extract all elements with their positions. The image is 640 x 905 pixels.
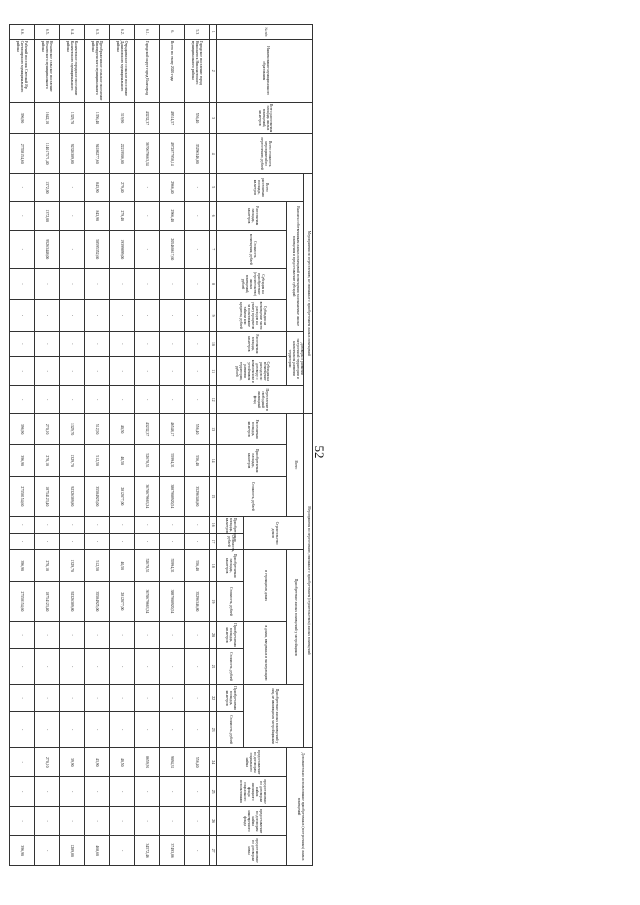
- cell-c25: -: [135, 777, 160, 806]
- cell-c17: -: [10, 533, 35, 550]
- cell-c22: -: [110, 684, 135, 711]
- cell-c11: -: [60, 357, 85, 386]
- cell-c23: -: [135, 712, 160, 748]
- cell-c24: 556,40: [185, 748, 210, 777]
- cell-c16: -: [185, 516, 210, 533]
- cell-c18: 556,40: [185, 550, 210, 582]
- cell-c9: -: [110, 300, 135, 332]
- col-index: 4: [210, 134, 217, 174]
- hdr-sub-in-ready: в домах, введенных в эксплуатацию: [244, 621, 287, 684]
- hdr-group-extra: Дополнительно: использование приобретенных (построенных) жилых помещений: [287, 748, 313, 866]
- cell-c3: 49514,57: [160, 102, 185, 134]
- cell-c19: 18754123,40: [35, 581, 60, 621]
- col-index: 1: [210, 25, 217, 40]
- cell-c18: 52678,51: [135, 550, 160, 582]
- cell-c14: 52678,51: [135, 445, 160, 477]
- cell-c6: 1372,00: [35, 201, 60, 230]
- col-index: 26: [210, 806, 217, 835]
- cell-c3: 43232,37: [135, 102, 160, 134]
- hdr-total-area: Всего расселяемая площадь жилых помещений, кв.метров: [217, 102, 313, 134]
- cell-c15: 27558154,60: [10, 476, 35, 516]
- cell-c13: 512,50: [85, 413, 110, 445]
- cell-c18: 396,90: [10, 550, 35, 582]
- cell-c11: -: [85, 357, 110, 386]
- cell-c26: -: [10, 806, 35, 835]
- cell-c13: 556,40: [185, 413, 210, 445]
- cell-c25: -: [110, 777, 135, 806]
- col-index: 23: [210, 712, 217, 748]
- cell-c12: -: [35, 386, 60, 413]
- cell-c27: 396,90: [10, 836, 35, 866]
- cell-c14: 556,40: [185, 445, 210, 477]
- cell-c8: -: [10, 268, 35, 300]
- cell-c10: -: [110, 331, 135, 356]
- cell-c25: -: [185, 777, 210, 806]
- row-number: 6.1.: [135, 25, 160, 40]
- cell-c5: 843,90: [85, 174, 110, 201]
- cell-c21: -: [60, 649, 85, 685]
- resettlement-table: [9, 24, 313, 866]
- row-name: Преображенское сельское поселение Киквидзенского муниципального района: [85, 39, 110, 102]
- cell-c21: -: [10, 649, 35, 685]
- cell-c27: 37493,86: [160, 836, 185, 866]
- cell-c13: 1329,70: [60, 413, 85, 445]
- cell-c11: -: [35, 357, 60, 386]
- cell-c4: 3670679663,34: [135, 134, 160, 174]
- cell-c9: -: [85, 300, 110, 332]
- col-index: 22: [210, 684, 217, 711]
- cell-c21: -: [135, 649, 160, 685]
- col-index: 6: [210, 201, 217, 230]
- cell-c12: -: [185, 386, 210, 413]
- cell-c6: -: [10, 201, 35, 230]
- col-index: 2: [210, 39, 217, 102]
- cell-c8: -: [110, 268, 135, 300]
- col-index: 27: [210, 836, 217, 866]
- cell-c21: -: [110, 649, 135, 685]
- cell-c6: -: [185, 201, 210, 230]
- cell-c27: 1289,80: [60, 836, 85, 866]
- cell-c20: -: [35, 621, 60, 648]
- cell-c16: -: [10, 516, 35, 533]
- cell-c17: -: [135, 533, 160, 550]
- hdr-acq-area-20: Приобретаемая площадь, кв.метров: [217, 621, 244, 648]
- row-number: 6.2.: [110, 25, 135, 40]
- cell-c25: -: [85, 777, 110, 806]
- cell-c3: 396,90: [10, 102, 35, 134]
- cell-c17: -: [35, 533, 60, 550]
- hdr-area-13: Расселяемая площадь, кв.метров: [217, 413, 287, 445]
- cell-c6: 279,40: [110, 201, 135, 230]
- col-index: 12: [210, 386, 217, 413]
- cell-c19: 3670679663,34: [135, 581, 160, 621]
- hdr-acq-cost-21: Стоимость, рублей: [217, 649, 244, 685]
- hdr-sub-payment: Выплата собственникам жилых помещений возмещения за изымаемые жилые помещения и предоставление субсидий: [287, 201, 304, 331]
- cell-c5: 279,40: [110, 174, 135, 201]
- cell-c10: -: [60, 331, 85, 356]
- cell-c20: -: [85, 621, 110, 648]
- cell-c10: -: [160, 331, 185, 356]
- cell-c26: -: [135, 806, 160, 835]
- cell-c13: 40,50: [110, 413, 135, 445]
- cell-c18: 40,50: [110, 550, 135, 582]
- cell-c16: -: [60, 516, 85, 533]
- hdr-sub-total: Всего: [287, 413, 304, 516]
- hdr-acq-area-18: Приобретаемая площадь, кв.метров: [217, 550, 244, 582]
- cell-c26: -: [60, 806, 85, 835]
- table-row: [35, 25, 60, 866]
- cell-c25: -: [35, 777, 60, 806]
- cell-c24: -: [10, 748, 35, 777]
- cell-c12: -: [135, 386, 160, 413]
- col-index: 20: [210, 621, 217, 648]
- col-index: 5: [210, 174, 217, 201]
- row-name: Отрадненское сельское поселение Даниловского муниципального района: [110, 39, 135, 102]
- cell-c22: -: [185, 684, 210, 711]
- hdr-acq-area-14: Приобретаемая площадь, кв.метров: [217, 445, 287, 477]
- cell-c4: 92326389,80: [60, 134, 85, 174]
- hdr-sub-purchase-dev: Приобретение жилых помещений у застройщиков: [287, 550, 304, 685]
- cell-c11: -: [185, 357, 210, 386]
- cell-c11: -: [160, 357, 185, 386]
- cell-c22: -: [135, 684, 160, 711]
- cell-c8: -: [185, 268, 210, 300]
- cell-c17: -: [60, 533, 85, 550]
- hdr-total-cost: Всего стоимость мероприятий по переселению, рублей: [217, 134, 313, 174]
- hdr-subsidy-purchase: Субсидия на приобретение (строительство) жилых помещений, рублей: [217, 268, 287, 300]
- cell-c9: -: [10, 300, 35, 332]
- cell-c7: 205460617,60: [160, 230, 185, 268]
- cell-c7: -: [10, 230, 35, 268]
- cell-c15: 92326389,80: [60, 476, 85, 516]
- cell-c17: -: [85, 533, 110, 550]
- cell-c7: 19399899,00: [110, 230, 135, 268]
- table-row: [85, 25, 110, 866]
- cell-c7: -: [185, 230, 210, 268]
- cell-c10: -: [10, 331, 35, 356]
- cell-c16: -: [35, 516, 60, 533]
- cell-c22: -: [85, 684, 110, 711]
- cell-c7: -: [60, 230, 85, 268]
- cell-c12: -: [60, 386, 85, 413]
- table-row: [185, 25, 210, 866]
- cell-c15: 35296346,80: [185, 476, 210, 516]
- hdr-group-not-related: Мероприятия по переселению, не связанные с приобретением жилых помещений: [304, 174, 313, 414]
- cell-c6: 843,90: [85, 201, 110, 230]
- cell-c4: 114017571,40: [35, 134, 60, 174]
- cell-c5: 2966,40: [160, 174, 185, 201]
- hdr-acq-cost-17: Стоимость, рублей: [217, 533, 244, 550]
- row-number: 6.3.: [85, 25, 110, 40]
- cell-c10: -: [135, 331, 160, 356]
- col-index: 16: [210, 516, 217, 533]
- table-row: [60, 25, 85, 866]
- hdr-exchange: предоставление по договорам мены: [217, 836, 287, 866]
- cell-c14: 40,50: [110, 445, 135, 477]
- cell-c8: -: [160, 268, 185, 300]
- row-number: 6.5.: [35, 25, 60, 40]
- row-number: 5.3: [185, 25, 210, 40]
- table-row: [10, 25, 35, 866]
- row-name: Городское поселение город Николаевск Николаевского муниципального района: [185, 39, 210, 102]
- cell-c18: 55994,31: [160, 550, 185, 582]
- cell-c26: -: [160, 806, 185, 835]
- cell-c4: 94180277,60: [85, 134, 110, 174]
- cell-c15: 2812077,00: [110, 476, 135, 516]
- hdr-total-people: Всего расселяемая площадь, кв.метров: [217, 174, 304, 201]
- col-index: 11: [210, 357, 217, 386]
- hdr-acq-cost-19: Стоимость, рублей: [217, 581, 244, 621]
- hdr-group-related: Мероприятия по переселению, связанные с приобретением (строительством) жилых помещений: [304, 413, 313, 747]
- cell-c8: -: [60, 268, 85, 300]
- cell-c9: -: [35, 300, 60, 332]
- cell-c13: 46548,17: [160, 413, 185, 445]
- cell-c7: 95263448,00: [35, 230, 60, 268]
- cell-c19: 35296346,80: [185, 581, 210, 621]
- col-index: 9: [210, 300, 217, 332]
- hdr-sub-free-fund: Переселение в свободный жилищный фонд: [217, 386, 304, 413]
- cell-c4: 27558154,60: [10, 134, 35, 174]
- row-number: 6.4.: [60, 25, 85, 40]
- cell-c24: 39,90: [60, 748, 85, 777]
- hdr-maneuver: предоставление по договорам найма маневренного фонда: [217, 806, 287, 835]
- cell-c9: -: [60, 300, 85, 332]
- cell-c14: 270,10: [35, 445, 60, 477]
- table-wrapper: [16, 24, 313, 866]
- cell-c13: 43232,37: [135, 413, 160, 445]
- cell-c15: 18754123,40: [35, 476, 60, 516]
- cell-c15: 3670679663,34: [135, 476, 160, 516]
- cell-c21: -: [160, 649, 185, 685]
- cell-c16: -: [110, 516, 135, 533]
- cell-c15: 3887908920,54: [160, 476, 185, 516]
- hdr-acq-cost-15: Стоимость, рублей: [217, 476, 287, 516]
- column-index-row: [210, 25, 217, 866]
- cell-c16: -: [160, 516, 185, 533]
- hdr-cost-7: Стоимость возмещения, рублей: [217, 230, 287, 268]
- cell-c17: -: [160, 533, 185, 550]
- cell-c21: -: [185, 649, 210, 685]
- cell-c9: -: [185, 300, 210, 332]
- cell-c16: -: [85, 516, 110, 533]
- row-number: 6.6.: [10, 25, 35, 40]
- cell-c24: 43,90: [85, 748, 110, 777]
- hdr-commercial: предоставление по договорам найма жилищного фонда социального использования: [217, 777, 287, 806]
- cell-c19: 92326389,80: [60, 581, 85, 621]
- cell-c21: -: [85, 649, 110, 685]
- cell-c22: -: [10, 684, 35, 711]
- cell-c8: -: [35, 268, 60, 300]
- cell-c12: -: [10, 386, 35, 413]
- hdr-no: № п/п: [217, 25, 313, 40]
- hdr-subsidy-rent: Субсидия на возмещение части расходов на уплату процентов за пользование займом или кредитом, рублей: [217, 300, 287, 332]
- cell-c24: 270,10: [35, 748, 60, 777]
- hdr-sub-build: Строительство домов: [244, 516, 304, 550]
- table-row: [135, 25, 160, 866]
- table-body: [10, 25, 210, 866]
- col-index: 24: [210, 748, 217, 777]
- cell-c5: 1372,00: [35, 174, 60, 201]
- cell-c27: -: [35, 836, 60, 866]
- cell-c19: 3887908920,54: [160, 581, 185, 621]
- cell-c23: -: [110, 712, 135, 748]
- cell-c22: -: [160, 684, 185, 711]
- cell-c22: -: [60, 684, 85, 711]
- col-index: 10: [210, 331, 217, 356]
- cell-c26: -: [185, 806, 210, 835]
- cell-c15: 35584925,00: [85, 476, 110, 516]
- cell-c26: -: [85, 806, 110, 835]
- cell-c18: 270,10: [35, 550, 60, 582]
- cell-c3: 556,40: [185, 102, 210, 134]
- row-name: Калачевское городское поселение Калачевского муниципального района: [60, 39, 85, 102]
- row-name: Нехаевское сельское поселение Нехаевского муниципального района: [35, 39, 60, 102]
- cell-c3: 1356,40: [85, 102, 110, 134]
- col-index: 17: [210, 533, 217, 550]
- cell-c18: 1329,70: [60, 550, 85, 582]
- col-index: 8: [210, 268, 217, 300]
- cell-c26: -: [35, 806, 60, 835]
- col-index: 18: [210, 550, 217, 582]
- cell-c19: 35584925,00: [85, 581, 110, 621]
- cell-c20: -: [60, 621, 85, 648]
- cell-c6: -: [135, 201, 160, 230]
- cell-c25: -: [60, 777, 85, 806]
- cell-c4: 4972877958,14: [160, 134, 185, 174]
- hdr-area-6: Расселяемая площадь, кв.метров: [217, 201, 287, 230]
- cell-c9: -: [135, 300, 160, 332]
- cell-c20: -: [160, 621, 185, 648]
- cell-c5: -: [10, 174, 35, 201]
- row-name: Городской округ город Волгоград: [135, 39, 160, 102]
- cell-c7: 58595352,60: [85, 230, 110, 268]
- cell-c11: -: [10, 357, 35, 386]
- hdr-name: Наименование муниципального образования: [217, 39, 313, 102]
- cell-c5: -: [135, 174, 160, 201]
- hdr-area-10: Расселяемая площадь, кв.метров: [217, 331, 287, 356]
- cell-c11: -: [110, 357, 135, 386]
- cell-c14: 1329,70: [60, 445, 85, 477]
- row-name: Рабочий поселок Светлый Яр Светлоярского муниципального района: [10, 39, 35, 102]
- cell-c17: -: [110, 533, 135, 550]
- cell-c25: -: [10, 777, 35, 806]
- cell-c7: -: [135, 230, 160, 268]
- cell-c8: -: [85, 268, 110, 300]
- cell-c9: -: [160, 300, 185, 332]
- cell-c10: -: [85, 331, 110, 356]
- cell-c25: -: [160, 777, 185, 806]
- cell-c22: -: [35, 684, 60, 711]
- hdr-sub-purchase-private: Приобретение жилых помещений у лиц, не являющихся застройщиками: [244, 684, 304, 747]
- col-index: 7: [210, 230, 217, 268]
- cell-c19: 27558154,60: [10, 581, 35, 621]
- cell-c27: -: [110, 836, 135, 866]
- cell-c23: -: [10, 712, 35, 748]
- hdr-sub-in-building: в строящихся домах: [244, 550, 287, 621]
- cell-c5: -: [185, 174, 210, 201]
- cell-c3: 1642,10: [35, 102, 60, 134]
- row-name: Всего по этапу 2020 года: [160, 39, 185, 102]
- cell-c4: 35296346,80: [185, 134, 210, 174]
- col-index: 14: [210, 445, 217, 477]
- cell-c23: -: [160, 712, 185, 748]
- cell-c19: 2812077,00: [110, 581, 135, 621]
- cell-c24: 40,50: [110, 748, 135, 777]
- cell-c23: -: [60, 712, 85, 748]
- cell-c20: -: [110, 621, 135, 648]
- cell-c14: 512,50: [85, 445, 110, 477]
- cell-c24: 8659,91: [135, 748, 160, 777]
- hdr-acq-area-22: Приобретаемая площадь, кв.метров: [217, 684, 244, 711]
- cell-c26: -: [110, 806, 135, 835]
- hdr-sub-contracts: Договоры о развитии застроенной территории и комплексном развитии территории: [287, 331, 304, 386]
- cell-c20: -: [10, 621, 35, 648]
- row-number: 6.: [160, 25, 185, 40]
- cell-c23: -: [35, 712, 60, 748]
- cell-c10: -: [185, 331, 210, 356]
- cell-c18: 512,50: [85, 550, 110, 582]
- hdr-social: предоставление по договорам социального найма: [217, 748, 287, 777]
- cell-c23: -: [185, 712, 210, 748]
- cell-c16: -: [135, 516, 160, 533]
- col-index: 13: [210, 413, 217, 445]
- cell-c13: 396,90: [10, 413, 35, 445]
- table-row: [110, 25, 135, 866]
- page-number: 52: [312, 445, 327, 459]
- cell-c24: 9094,31: [160, 748, 185, 777]
- cell-c14: 396,90: [10, 445, 35, 477]
- cell-c13: 270,10: [35, 413, 60, 445]
- hdr-acq-cost-23: Стоимость, рублей: [217, 712, 244, 748]
- col-index: 19: [210, 581, 217, 621]
- hdr-acq-area-16: Приобретаемая площадь, кв.метров: [217, 516, 244, 533]
- cell-c8: -: [135, 268, 160, 300]
- cell-c4: 22219506,00: [110, 134, 135, 174]
- cell-c20: -: [185, 621, 210, 648]
- cell-c23: -: [85, 712, 110, 748]
- cell-c3: 319,90: [110, 102, 135, 134]
- cell-c6: -: [60, 201, 85, 230]
- cell-c21: -: [35, 649, 60, 685]
- cell-c27: 34572,46: [135, 836, 160, 866]
- col-index: 25: [210, 777, 217, 806]
- cell-c27: -: [185, 836, 210, 866]
- table-row: [160, 25, 185, 866]
- cell-c10: -: [35, 331, 60, 356]
- cell-c12: -: [85, 386, 110, 413]
- cell-c27: 468,60: [85, 836, 110, 866]
- col-index: 15: [210, 476, 217, 516]
- cell-c11: -: [135, 357, 160, 386]
- cell-c14: 55994,31: [160, 445, 185, 477]
- cell-c3: 1329,70: [60, 102, 85, 134]
- cell-c12: -: [110, 386, 135, 413]
- cell-c17: -: [185, 533, 210, 550]
- cell-c12: -: [160, 386, 185, 413]
- col-index: 3: [210, 102, 217, 134]
- cell-c20: -: [135, 621, 160, 648]
- cell-c5: -: [60, 174, 85, 201]
- col-index: 21: [210, 649, 217, 685]
- hdr-subsidy-terr: Субсидия на возмещение расходов по договору о комплексном и устойчивом развитии территории, рублей: [217, 357, 287, 386]
- cell-c6: 2966,40: [160, 201, 185, 230]
